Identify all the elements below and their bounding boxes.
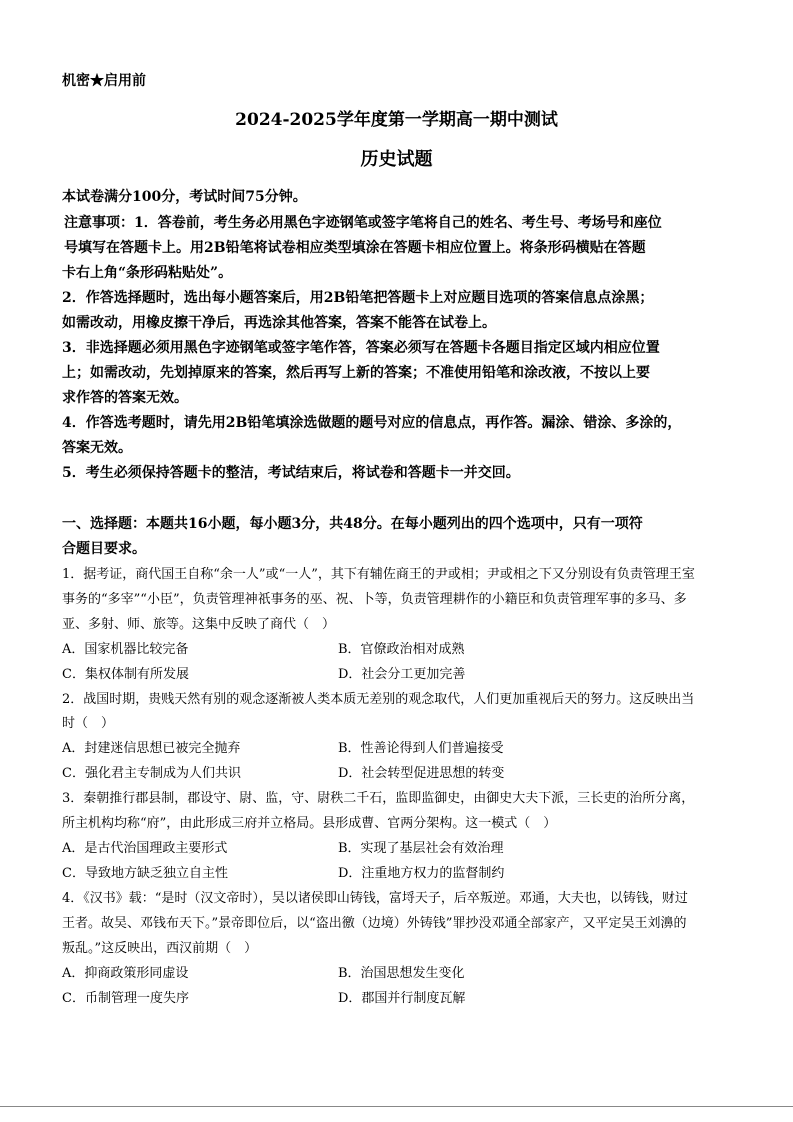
question-stem: 时（ ） [62, 716, 115, 731]
instruction-line: 注意事项：1．答卷前，考生务必用黑色字迹钢笔或签字笔将自己的姓名、考生号、考场号和座位 [64, 215, 662, 231]
question-stem: 2．战国时期，贵贱天然有别的观念逐渐被人类本质无差别的观念取代，人们更加重视后天的努力。这反映出当 [62, 692, 695, 707]
section-heading: 合题目要求。 [62, 541, 146, 557]
question-stem: 所主机构均称“府”，由此形成三府并立格局。县形成曹、官两分架构。这一模式（ ） [62, 816, 557, 831]
instruction-line: 求作答的答案无效。 [62, 390, 188, 406]
option-c: C．币制管理一度失序 [62, 991, 189, 1006]
score-line: 本试卷满分100分，考试时间75分钟。 [62, 189, 307, 205]
option-d: D．社会分工更加完善 [338, 667, 466, 682]
option-a: A．抑商政策形同虚设 [62, 966, 189, 981]
option-b: B．实现了基层社会有效治理 [338, 841, 504, 856]
option-b: B．治国思想发生变化 [338, 966, 465, 981]
question-stem: 1．据考证，商代国王自称“余一人”或“一人”，其下有辅佐商王的尹或相；尹或相之下又分别设有负责管理王室 [62, 567, 695, 582]
instruction-line: 3．非选择题必须用黑色字迹钢笔或签字笔作答，答案必须写在答题卡各题目指定区域内相应位置 [62, 340, 660, 356]
instruction-line: 如需改动，用橡皮擦干净后，再选涂其他答案，答案不能答在试卷上。 [62, 315, 496, 331]
option-b: B．性善论得到人们普遍接受 [338, 741, 504, 756]
question-stem: 事务的“多宰”“小臣”，负责管理神祇事务的巫、祝、卜等，负责管理耕作的小籍臣和负责管理军事的多马、多 [62, 592, 687, 607]
option-d: D．社会转型促进思想的转变 [338, 766, 505, 781]
option-d: D．郡国并行制度瓦解 [338, 991, 466, 1006]
question-stem: 亚、多射、师、旅等。这集中反映了商代（ ） [62, 617, 336, 632]
question-stem: 3．秦朝推行郡县制，郡设守、尉、监，守、尉秩二千石，监即监御史，由御史大夫下派，三长吏的治所分离， [62, 791, 695, 806]
option-d: D．注重地方权力的监督制约 [338, 866, 505, 881]
instruction-line: 4．作答选考题时，请先用2B铅笔填涂选做题的题号对应的信息点，再作答。漏涂、错涂、多涂的， [62, 415, 682, 431]
option-b: B．官僚政治相对成熟 [338, 642, 465, 657]
subject-title: 历史试题 [360, 149, 433, 170]
confidential-label: 机密★启用前 [62, 73, 146, 89]
instruction-line: 卡右上角“条形码粘贴处”。 [62, 265, 233, 281]
instruction-line: 答案无效。 [62, 440, 132, 456]
instruction-line: 5．考生必须保持答题卡的整洁，考试结束后，将试卷和答题卡一并交回。 [62, 465, 520, 481]
option-a: A．封建迷信思想已被完全抛弃 [62, 741, 241, 756]
option-c: C．强化君主专制成为人们共识 [62, 766, 241, 781]
option-c: C．导致地方缺乏独立自主性 [62, 866, 228, 881]
question-stem: 叛乱。”这反映出，西汉前期（ ） [62, 941, 258, 956]
section-heading: 一、选择题：本题共16小题，每小题3分，共48分。在每小题列出的四个选项中，只有一项符 [62, 516, 643, 532]
question-stem: 王者。故吴、邓钱布天下。”景帝即位后，以“盗出徼（边境）外铸钱”罪抄没邓通全部家产，又平定吴王刘濞的 [62, 916, 687, 931]
instruction-line: 上；如需改动，先划掉原来的答案，然后再写上新的答案；不准使用铅笔和涂改液，不按以上要 [62, 365, 650, 381]
instruction-line: 号填写在答题卡上。用2B铅笔将试卷相应类型填涂在答题卡相应位置上。将条形码横贴在答题 [64, 240, 646, 256]
option-a: A．是古代治国理政主要形式 [62, 841, 228, 856]
question-stem: 4．《汉书》载：“是时（汉文帝时），吴以诸侯即山铸钱，富埒天子，后卒叛逆。邓通，大夫也，以铸钱，财过 [62, 891, 688, 906]
instruction-line: 2．作答选择题时，选出每小题答案后，用2B铅笔把答题卡上对应题目选项的答案信息点涂黑； [62, 290, 654, 306]
exam-title: 2024-2025学年度第一学期高一期中测试 [235, 110, 558, 130]
option-a: A．国家机器比较完备 [62, 642, 189, 657]
option-c: C．集权体制有所发展 [62, 667, 189, 682]
page-bottom-divider [0, 1106, 793, 1107]
